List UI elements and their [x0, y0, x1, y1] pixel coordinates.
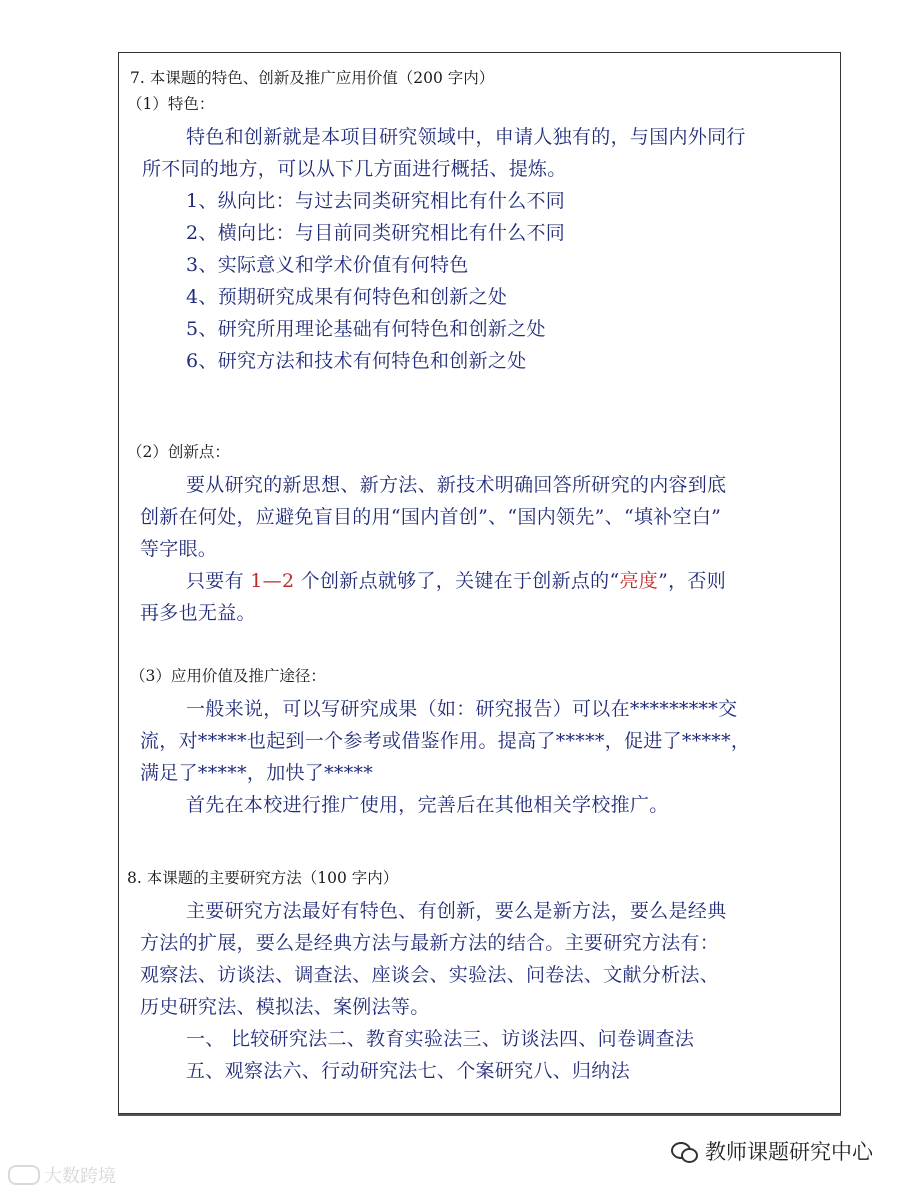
section7-sub-features: （1）特色：	[127, 95, 215, 113]
source-logo-icon	[8, 1165, 40, 1185]
features-para-line1: 特色和创新就是本项目研究领域中，申请人独有的，与国内外同行	[186, 126, 746, 148]
note-text-c: ”，否则	[658, 570, 727, 592]
application-para-line2: 流，对*****也起到一个参考或借鉴作用。提高了*****，促进了*****，	[140, 730, 751, 752]
innovation-note-line1	[186, 566, 726, 593]
innovation-para-line2: 创新在何处，应避免盲目的用“国内首创”、“国内领先”、“填补空白”	[140, 506, 722, 528]
methods-para-line1: 主要研究方法最好有特色、有创新，要么是新方法，要么是经典	[186, 900, 727, 922]
watermark-source-text: 大数跨境	[44, 1166, 116, 1187]
methods-para-line4: 历史研究法、模拟法、案例法等。	[140, 996, 430, 1018]
feature-item-2: 2、横向比：与目前同类研究相比有什么不同	[186, 222, 566, 244]
methods-list-line1: 一、 比较研究法二、教育实验法三、访谈法四、问卷调查法	[186, 1028, 695, 1050]
section8-heading: 8. 本课题的主要研究方法（100 字内）	[127, 869, 399, 887]
promotion-para: 首先在本校进行推广使用，完善后在其他相关学校推广。	[186, 794, 669, 816]
watermark-text: 教师课题研究中心	[705, 1140, 873, 1164]
section7-sub-innovation: （2）创新点：	[127, 443, 230, 461]
innovation-note-line2: 再多也无益。	[140, 602, 256, 624]
feature-item-1: 1、纵向比：与过去同类研究相比有什么不同	[186, 190, 566, 212]
methods-list-line2: 五、观察法六、行动研究法七、个案研究八、归纳法	[186, 1060, 630, 1082]
note-text-b: 个创新点就够了，关键在于创新点的“	[294, 570, 620, 592]
note-range-highlight: 1—2	[250, 570, 295, 592]
feature-item-6: 6、研究方法和技术有何特色和创新之处	[186, 350, 527, 372]
feature-item-5: 5、研究所用理论基础有何特色和创新之处	[186, 318, 546, 340]
feature-item-3: 3、实际意义和学术价值有何特色	[186, 254, 469, 276]
innovation-para-line3: 等字眼。	[140, 538, 218, 560]
section7-sub-application: （3）应用价值及推广途径：	[130, 667, 326, 685]
features-para-line2: 所不同的地方，可以从下几方面进行概括、提炼。	[142, 158, 567, 180]
section7-heading: 7. 本课题的特色、创新及推广应用价值（200 字内）	[130, 69, 495, 87]
watermark-source	[8, 1162, 116, 1188]
application-para-line3: 满足了*****，加快了*****	[140, 762, 374, 784]
wechat-icon	[671, 1140, 697, 1162]
note-brightness-highlight: 亮度	[619, 570, 659, 592]
innovation-para-line1: 要从研究的新思想、新方法、新技术明确回答所研究的内容到底	[186, 474, 727, 496]
note-text-a: 只要有	[186, 570, 251, 592]
feature-item-4: 4、预期研究成果有何特色和创新之处	[186, 286, 508, 308]
watermark-account	[671, 1136, 873, 1166]
methods-para-line3: 观察法、访谈法、调查法、座谈会、实验法、问卷法、文献分析法、	[140, 964, 720, 986]
application-para-line1: 一般来说，可以写研究成果（如：研究报告）可以在*********交	[186, 698, 738, 720]
form-bottom-line	[118, 1114, 841, 1116]
methods-para-line2: 方法的扩展，要么是经典方法与最新方法的结合。主要研究方法有：	[140, 932, 720, 954]
